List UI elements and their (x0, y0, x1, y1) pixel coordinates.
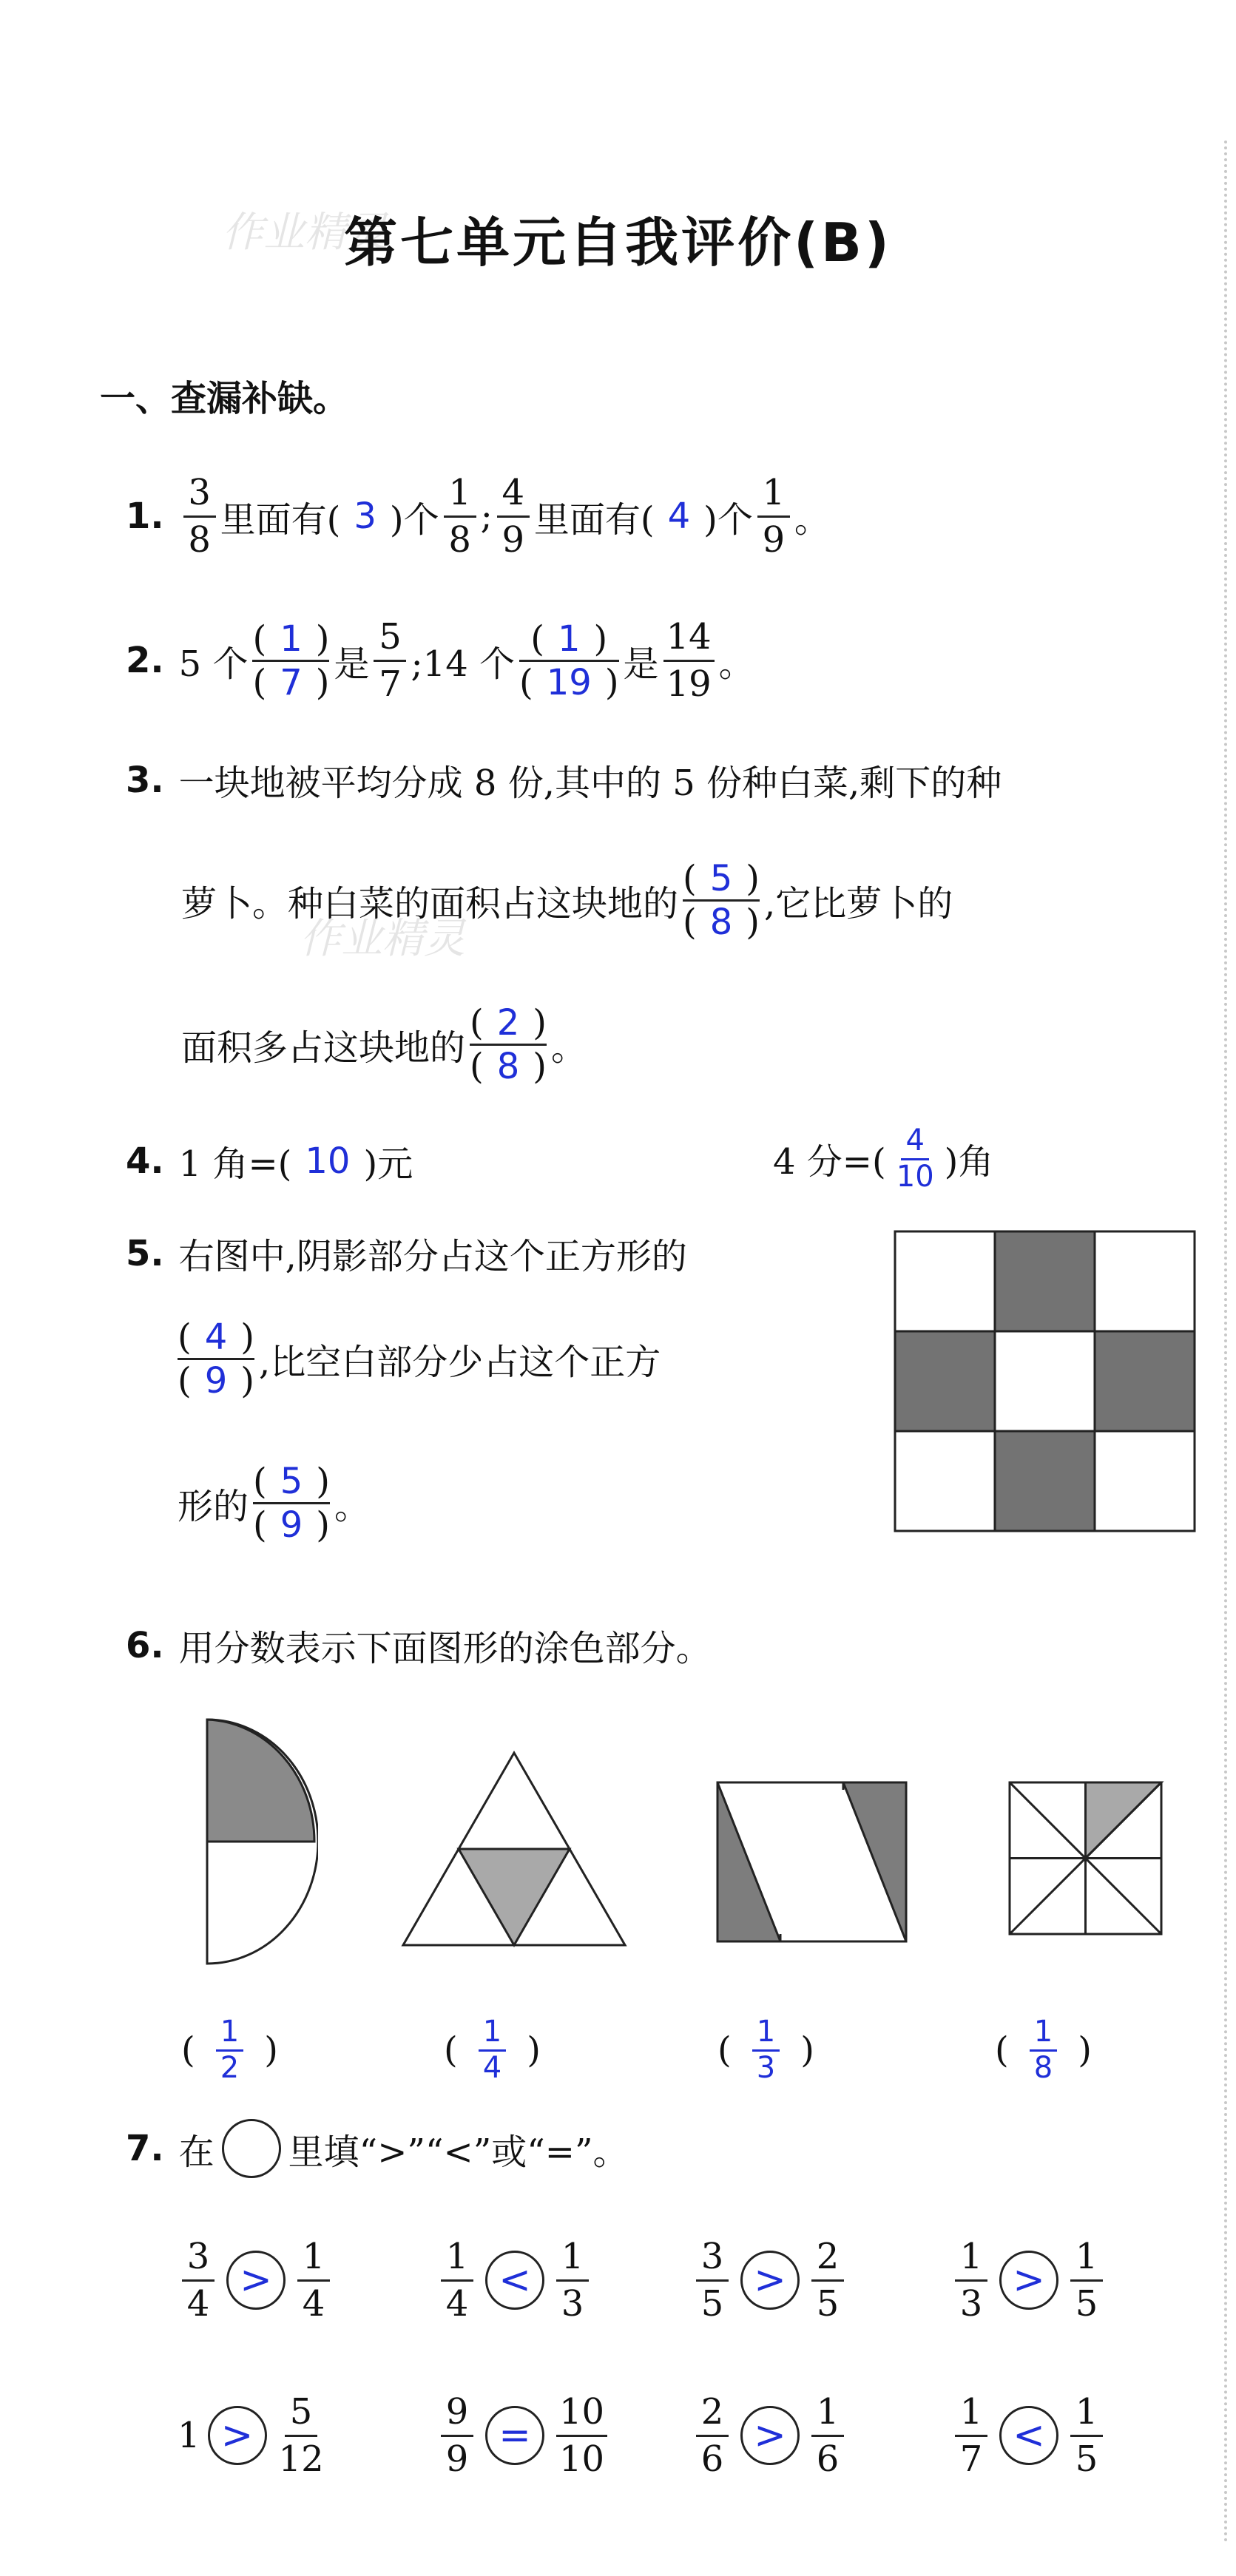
denominator: 5 (1075, 2438, 1098, 2480)
denominator: 4 (302, 2282, 325, 2325)
numerator: 3 (183, 473, 216, 518)
denominator: 6 (816, 2438, 840, 2480)
answer-fraction (752, 2015, 780, 2084)
question-3-line-1 (126, 754, 1002, 805)
answer-fraction (178, 1316, 254, 1402)
answer: 1 (280, 618, 303, 660)
answer: 4 (667, 496, 691, 538)
numerator: 1 (757, 473, 790, 518)
numerator: 3 (182, 2237, 215, 2282)
answer: 9 (280, 1504, 303, 1546)
half-circle-figure (200, 1716, 318, 1967)
fraction (556, 2237, 589, 2324)
denominator: 4 (482, 2051, 502, 2085)
shaded-cell (995, 1431, 1095, 1531)
section-heading: 一、查漏补缺。 (100, 378, 349, 419)
numerator: 1 (441, 2237, 473, 2282)
denominator-row: ( 19 ) (519, 661, 619, 703)
fraction (374, 618, 406, 704)
text: 形的 (178, 1486, 249, 1527)
text: 5 个 (178, 643, 249, 685)
question-3-line-2 (181, 858, 953, 943)
page-title: 第七单元自我评价(B) (344, 212, 892, 274)
comparison-answer: = (485, 2406, 544, 2465)
numerator-row: ( 5 ) (683, 858, 760, 899)
text: 是 (334, 643, 370, 685)
denominator: 6 (700, 2438, 724, 2480)
question-4-part-b (773, 1124, 993, 1193)
square-octant-figure (1006, 1779, 1165, 1938)
answer-fraction (470, 1002, 547, 1087)
denominator: 4 (445, 2282, 469, 2325)
text: 右图中,阴影部分占这个正方形的 (178, 1236, 687, 1277)
comparison-answer: > (740, 2251, 800, 2310)
text: 在 (178, 2131, 215, 2173)
comparison-answer: < (485, 2251, 544, 2310)
question-number: 5. (126, 1232, 164, 1274)
answer-fraction (479, 2015, 506, 2084)
denominator: 3 (756, 2051, 776, 2085)
text: 。 (551, 1027, 587, 1069)
blank-cell (1095, 1431, 1195, 1531)
fraction (1070, 2237, 1103, 2324)
numerator: 1 (1070, 2237, 1103, 2282)
blank-cell (895, 1231, 995, 1331)
text: 里面有( (533, 498, 655, 541)
comparison-item (950, 2393, 1107, 2479)
fraction (696, 2237, 729, 2324)
answer-fraction (519, 618, 619, 703)
denominator-row: ( 9 ) (253, 1504, 331, 1546)
answer: 8 (709, 902, 733, 943)
answer: 2 (496, 1002, 520, 1044)
numerator: 5 (374, 618, 406, 662)
text: 萝卜。种白菜的面积占这块地的 (181, 883, 679, 924)
denominator: 3 (561, 2282, 584, 2325)
answer-fraction (252, 618, 329, 703)
denominator-row: ( 7 ) (252, 661, 330, 703)
answer: 5 (280, 1461, 303, 1502)
denominator: 3 (959, 2282, 983, 2325)
numerator: 10 (556, 2393, 607, 2437)
question-4-part-a (126, 1135, 413, 1186)
denominator: 7 (959, 2438, 983, 2480)
watermark: 作业精灵 (222, 209, 388, 257)
fraction (297, 2237, 330, 2324)
text: ;14 个 (411, 643, 515, 685)
numerator: 1 (444, 473, 476, 518)
question-number: 7. (126, 2128, 164, 2169)
answer: 19 (546, 661, 592, 703)
denominator-row: ( 8 ) (683, 902, 760, 943)
comparison-item (178, 2237, 334, 2324)
question-5-line-1 (126, 1228, 687, 1279)
denominator: 4 (186, 2282, 210, 2325)
comparison-item (950, 2237, 1107, 2324)
answer-fraction (683, 858, 760, 943)
fraction (182, 2237, 215, 2324)
denominator: 5 (700, 2282, 724, 2325)
comparison-answer: > (740, 2406, 800, 2465)
numerator: 2 (696, 2393, 729, 2437)
text: ,比空白部分少占这个正方 (259, 1342, 661, 1383)
denominator: 9 (502, 518, 525, 561)
fraction (811, 2237, 844, 2324)
text: 里填“>”“<”或“=”。 (288, 2131, 629, 2173)
numerator-row: ( 1 ) (252, 618, 330, 660)
question-number: 4. (126, 1140, 164, 1182)
fraction (663, 618, 715, 704)
numerator-row: ( 2 ) (470, 1002, 547, 1044)
question-1 (126, 473, 830, 560)
denominator: 8 (448, 518, 471, 561)
text: 4 分=( (773, 1141, 886, 1183)
question-6 (126, 1620, 712, 1671)
denominator: 7 (379, 663, 402, 705)
numerator-row: ( 5 ) (253, 1461, 331, 1502)
numerator: 14 (663, 618, 715, 662)
fraction (811, 2393, 844, 2479)
shaded-cell (895, 1331, 995, 1431)
question-number: 6. (126, 1624, 164, 1666)
empty-circle (222, 2119, 281, 2178)
denominator: 2 (220, 2051, 240, 2085)
numerator: 9 (441, 2393, 473, 2437)
text: 面积多占这块地的 (181, 1027, 466, 1069)
fraction (497, 473, 530, 560)
denominator: 5 (816, 2282, 840, 2325)
numerator: 1 (479, 2015, 506, 2052)
question-number: 3. (126, 759, 164, 801)
shaded-cell (995, 1231, 1095, 1331)
shaded-cell (1095, 1331, 1195, 1431)
numerator: 4 (901, 1124, 928, 1160)
text: 一块地被平均分成 8 份,其中的 5 份种白菜,剩下的种 (178, 763, 1002, 804)
answer-fraction (1030, 2015, 1057, 2084)
text: ,它比萝卜的 (764, 883, 953, 924)
answer: 3 (354, 496, 376, 538)
denominator: 10 (896, 1160, 934, 1194)
question-number: 2. (126, 640, 164, 682)
comparison-answer: > (208, 2406, 267, 2465)
numerator: 2 (811, 2237, 844, 2282)
shape-answer-1: ( $\frac{1}{2}$ ) (181, 2015, 278, 2085)
rectangle-figure (714, 1779, 910, 1945)
answer: 8 (496, 1046, 520, 1087)
fraction (955, 2237, 987, 2324)
numerator: 1 (955, 2393, 987, 2437)
denominator: 10 (559, 2438, 605, 2480)
answer: 5 (709, 858, 733, 899)
denominator: 8 (188, 518, 211, 561)
question-5-line-2 (178, 1316, 661, 1402)
text: )个 (389, 498, 439, 541)
text: 。 (718, 643, 754, 685)
numerator: 5 (285, 2393, 317, 2437)
denominator: 8 (1033, 2051, 1053, 2085)
numerator: 1 (556, 2237, 589, 2282)
question-number: 1. (126, 496, 164, 538)
numerator: 4 (497, 473, 530, 518)
triangle-figure (399, 1749, 629, 1949)
text: 是 (623, 643, 659, 685)
shape-answer-3: ( $\frac{1}{3}$ ) (717, 2015, 814, 2085)
fraction (441, 2237, 473, 2324)
answer: 9 (204, 1360, 228, 1402)
answer-fraction (253, 1461, 330, 1546)
comparison-item (436, 2393, 612, 2479)
answer: 4 (204, 1316, 228, 1358)
blank-cell (895, 1431, 995, 1531)
denominator: 19 (666, 663, 712, 705)
blank-cell (1095, 1231, 1195, 1331)
question-3-line-3 (181, 1002, 587, 1087)
blank-cell (995, 1331, 1095, 1431)
numerator: 1 (1030, 2015, 1057, 2052)
fraction (955, 2393, 987, 2479)
answer: 7 (280, 661, 303, 703)
text: 1 角=( (178, 1143, 292, 1185)
text: ; (480, 496, 493, 538)
denominator: 12 (278, 2438, 324, 2480)
comparison-answer: > (999, 2251, 1058, 2310)
text: )角 (944, 1141, 994, 1183)
denominator: 9 (762, 518, 786, 561)
text: 里面有( (220, 498, 341, 541)
numerator: 3 (696, 2237, 729, 2282)
numerator: 1 (955, 2237, 987, 2282)
fraction (279, 2393, 324, 2479)
comparison-answer: < (999, 2406, 1058, 2465)
answer: 10 (305, 1140, 351, 1182)
question-7 (126, 2119, 629, 2178)
denominator: 9 (445, 2438, 469, 2480)
whole-number: 1 (178, 2415, 200, 2457)
fraction (757, 473, 790, 560)
shape-answer-2: ( $\frac{1}{4}$ ) (444, 2015, 541, 2085)
comparison-item (178, 2393, 328, 2479)
answer-fraction (216, 2015, 243, 2084)
comparison-answer: > (226, 2251, 286, 2310)
watermark: 作业精灵 (300, 915, 465, 963)
fraction (696, 2393, 729, 2479)
numerator: 1 (1070, 2393, 1103, 2437)
answer-fraction (896, 1124, 934, 1193)
fraction (556, 2393, 607, 2479)
margin-dotted-line (1224, 141, 1227, 2544)
fraction (444, 473, 476, 560)
text: )元 (363, 1143, 413, 1185)
comparison-item (692, 2393, 848, 2479)
denominator-row: ( 8 ) (470, 1046, 547, 1087)
denominator-row: ( 9 ) (178, 1360, 255, 1402)
text: 用分数表示下面图形的涂色部分。 (178, 1628, 712, 1669)
numerator: 1 (811, 2393, 844, 2437)
question-5-line-3 (178, 1461, 370, 1546)
question-2 (126, 618, 754, 704)
text: 。 (334, 1486, 371, 1527)
comparison-item (436, 2237, 593, 2324)
shape-answer-4: ( $\frac{1}{8}$ ) (995, 2015, 1092, 2085)
text: 。 (794, 498, 830, 541)
numerator: 1 (297, 2237, 330, 2282)
numerator-row: ( 4 ) (178, 1316, 255, 1358)
square-grid-figure (891, 1228, 1198, 1535)
answer: 1 (558, 618, 581, 660)
numerator: 1 (752, 2015, 780, 2052)
numerator: 1 (216, 2015, 243, 2052)
numerator-row: ( 1 ) (530, 618, 608, 660)
comparison-item (692, 2237, 848, 2324)
fraction (1070, 2393, 1103, 2479)
text: )个 (703, 498, 753, 541)
fraction (183, 473, 216, 560)
fraction (441, 2393, 473, 2479)
denominator: 5 (1075, 2282, 1098, 2325)
